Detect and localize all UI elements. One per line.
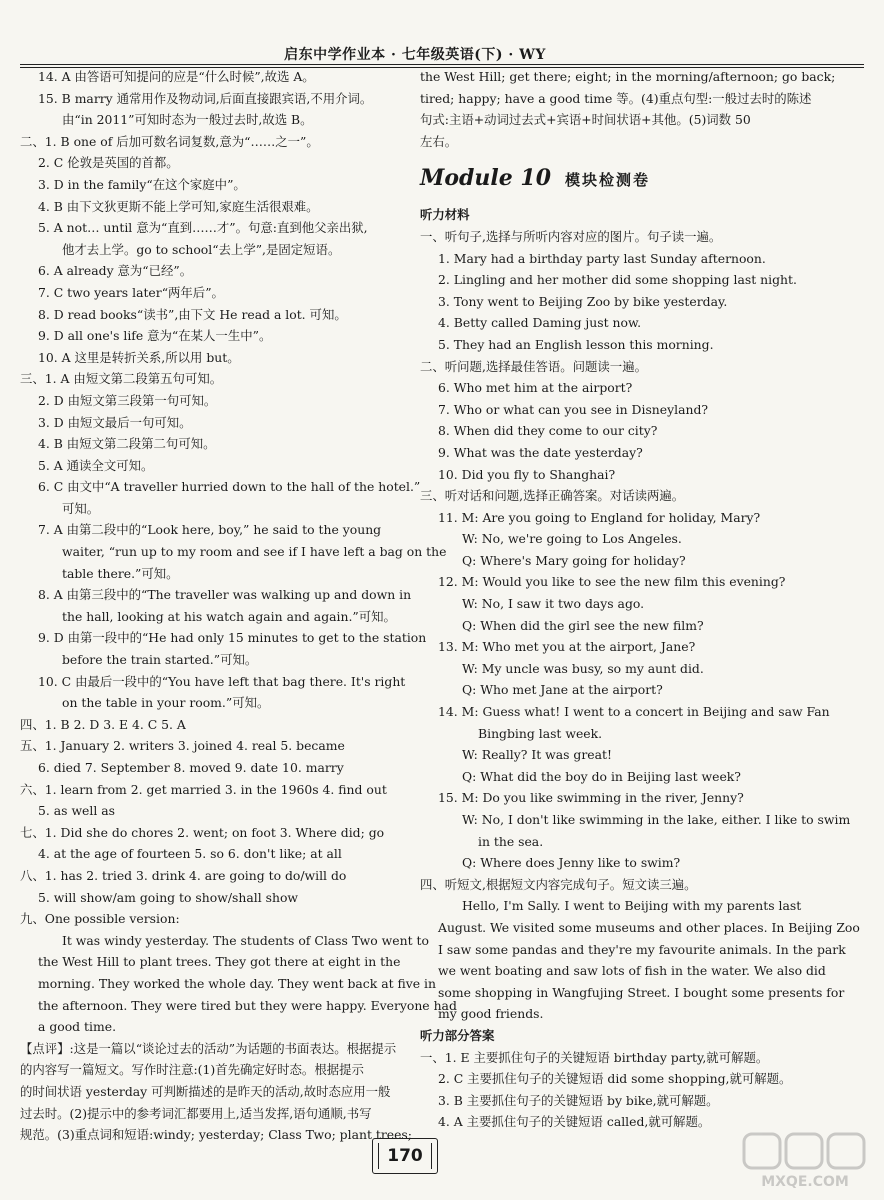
right-line: 4. A 主要抓住句子的关键短语 called,就可解题。 [438, 1114, 711, 1130]
left-line: on the table in your room.”可知。 [62, 695, 270, 711]
right-top-line: the West Hill; get there; eight; in the morning/afternoon; go back; [420, 69, 836, 84]
left-line: 过去时。(2)提示中的参考词汇都要用上,适当发挥,语句通顺,书写 [20, 1105, 372, 1121]
right-line: 12. M: Would you like to see the new film this evening? [438, 574, 786, 590]
right-line: 14. M: Guess what! I went to a concert in Beijing and saw Fan [438, 704, 830, 720]
left-line: a good time. [38, 1019, 117, 1035]
right-line: 3. B 主要抓住句子的关键短语 by bike,就可解题。 [438, 1092, 719, 1108]
watermark-logo [740, 1130, 870, 1192]
right-line: 6. Who met him at the airport? [438, 380, 633, 396]
left-line: 15. B marry 通常用作及物动词,后面直接跟宾语,不用介词。 [38, 90, 373, 106]
left-line: 4. B 由短文第二段第二句可知。 [38, 436, 216, 452]
left-line: waiter, “run up to my room and see if I have left a bag on the [62, 544, 447, 560]
left-line: 2. C 伦敦是英国的首都。 [38, 155, 179, 171]
left-line: 的内容写一篇短文。写作时注意:(1)首先确定好时态。根据提示 [20, 1062, 364, 1078]
watermark-text: MXQE.COM [761, 1174, 849, 1190]
left-line: the hall, looking at his watch again and again.”可知。 [62, 608, 396, 624]
right-line: Bingbing last week. [478, 725, 603, 741]
module-subtitle: 模块检测卷 [565, 171, 651, 190]
header-rule [20, 64, 864, 65]
left-line: 9. D 由第一段中的“He had only 15 minutes to get to the station [38, 630, 427, 646]
left-line: 由“in 2011”可知时态为一般过去时,故选 B。 [62, 112, 313, 128]
right-line: 7. Who or what can you see in Disneyland? [438, 401, 709, 417]
left-line: 九、One possible version: [20, 911, 180, 927]
left-line: 七、1. Did she do chores 2. went; on foot 3. Where did; go [20, 824, 385, 840]
left-line: 二、1. B one of 后加可数名词复数,意为“……之一”。 [20, 133, 319, 149]
left-line: 他才去上学。go to school“去上学”,是固定短语。 [62, 241, 341, 257]
right-line: W: Really? It was great! [462, 747, 612, 763]
left-line: 2. D 由短文第三段第一句可知。 [38, 392, 217, 408]
left-line: 可知。 [62, 500, 100, 516]
left-line: 的时间状语 yesterday 可判断描述的是昨天的活动,故时态应用一般 [20, 1083, 391, 1099]
left-line: 6. died 7. September 8. moved 9. date 10. marry [38, 760, 344, 775]
right-line: I saw some pandas and they're my favourite animals. In the park [438, 941, 846, 957]
left-line: 5. as well as [38, 803, 115, 819]
page-number: 170 [372, 1138, 438, 1174]
left-line: 3. D 由短文最后一句可知。 [38, 414, 192, 430]
right-line: 8. When did they come to our city? [438, 423, 658, 439]
right-line: W: No, we're going to Los Angeles. [462, 531, 682, 547]
listening-section [420, 204, 860, 1133]
right-line: we went boating and saw lots of fish in the water. We also did [438, 963, 826, 979]
module-heading [420, 152, 800, 204]
left-line: 6. A already 意为“已经”。 [38, 263, 193, 279]
left-line: 规范。(3)重点词和短语:windy; yesterday; Class Two; plant trees; [20, 1127, 412, 1143]
right-line: 一、听句子,选择与所听内容对应的图片。句子读一遍。 [420, 228, 722, 244]
right-line: 3. Tony went to Beijing Zoo by bike yesterday. [438, 293, 728, 309]
right-line: 1. Mary had a birthday party last Sunday afternoon. [438, 250, 766, 266]
left-line: 4. at the age of fourteen 5. so 6. don't like; at all [38, 846, 342, 862]
right-line: 15. M: Do you like swimming in the river, Jenny? [438, 790, 744, 806]
right-line: 听力材料 [420, 207, 470, 223]
right-line: 10. Did you fly to Shanghai? [438, 466, 616, 482]
left-line: the afternoon. They were tired but they were happy. Everyone had [38, 997, 457, 1013]
left-line: 9. D all one's life 意为“在某人一生中”。 [38, 328, 272, 344]
right-line: some shopping in Wangfujing Street. I bought some presents for [438, 984, 845, 1000]
left-line: 8. D read books“读书”,由下文 He read a lot. 可知。 [38, 306, 347, 322]
left-line: 三、1. A 由短文第二段第五句可知。 [20, 371, 223, 387]
left-line: morning. They worked the whole day. They went back at five in [38, 975, 436, 991]
left-line: 7. C two years later“两年后”。 [38, 284, 224, 300]
left-line: 八、1. has 2. tried 3. drink 4. are going to do/will do [20, 867, 347, 883]
left-line: 五、1. January 2. writers 3. joined 4. real 5. became [20, 738, 345, 754]
right-line: 2. C 主要抓住句子的关键短语 did some shopping,就可解题。 [438, 1071, 792, 1087]
left-line: 【点评】:这是一篇以“谈论过去的活动”为话题的书面表达。根据提示 [20, 1040, 397, 1056]
running-header: 启东中学作业本 · 七年级英语(下) · WY [284, 47, 546, 63]
module-title: Module 10 [420, 165, 552, 192]
right-top-line: 句式:主语+动词过去式+宾语+时间状语+其他。(5)词数 50 [420, 112, 751, 128]
right-line: Q: When did the girl see the new film? [462, 617, 704, 633]
right-line: Q: Where does Jenny like to swim? [462, 855, 681, 871]
left-line: 5. will show/am going to show/shall show [38, 889, 299, 905]
right-line: August. We visited some museums and other places. In Beijing Zoo [438, 919, 860, 935]
right-line: W: My uncle was busy, so my aunt did. [462, 660, 704, 676]
left-line: 5. A not… until 意为“直到……才”。句意:直到他父亲出狱, [38, 220, 368, 236]
left-line: 5. A 通读全文可知。 [38, 457, 154, 473]
right-line: Hello, I'm Sally. I went to Beijing with my parents last [462, 898, 802, 914]
right-line: Q: Where's Mary going for holiday? [462, 552, 686, 568]
left-line: 四、1. B 2. D 3. E 4. C 5. A [20, 716, 186, 732]
right-line: 9. What was the date yesterday? [438, 444, 643, 460]
left-line: table there.”可知。 [62, 565, 179, 581]
left-line: 4. B 由下文狄更斯不能上学可知,家庭生活很艰难。 [38, 198, 319, 214]
left-line: 10. C 由最后一段中的“You have left that bag there. It's right [38, 673, 406, 689]
right-line: in the sea. [478, 833, 544, 849]
left-line: the West Hill to plant trees. They got there at eight in the [38, 954, 401, 970]
right-line: W: No, I don't like swimming in the lake, either. I like to swim [462, 812, 851, 827]
left-line: 10. A 这里是转折关系,所以用 but。 [38, 349, 240, 365]
left-line: 7. A 由第二段中的“Look here, boy,” he said to the young [38, 522, 382, 538]
right-line: 二、听问题,选择最佳答语。问题读一遍。 [420, 358, 647, 374]
right-column [420, 66, 860, 1133]
right-line: 4. Betty called Daming just now. [438, 315, 642, 331]
left-line: before the train started.”可知。 [62, 652, 258, 668]
right-line: Q: Who met Jane at the airport? [462, 682, 663, 698]
right-line: 听力部分答案 [420, 1027, 495, 1043]
right-continuation [420, 66, 836, 152]
left-line: 6. C 由文中“A traveller hurried down to the hall of the hotel.” [38, 479, 421, 495]
right-line: 三、听对话和问题,选择正确答案。对话读两遍。 [420, 488, 685, 504]
right-line: my good friends. [438, 1006, 544, 1022]
right-top-line: 左右。 [420, 133, 458, 149]
right-line: 2. Lingling and her mother did some shopping last night. [438, 272, 797, 288]
right-line: 11. M: Are you going to England for holiday, Mary? [438, 509, 761, 525]
right-line: W: No, I saw it two days ago. [462, 596, 645, 612]
right-line: Q: What did the boy do in Beijing last week? [462, 768, 741, 784]
right-line: 一、1. E 主要抓住句子的关键短语 birthday party,就可解题。 [420, 1049, 769, 1065]
left-line: It was windy yesterday. The students of Class Two went to [62, 932, 429, 948]
right-line: 四、听短文,根据短文内容完成句子。短文读三遍。 [420, 876, 697, 892]
left-line: 3. D in the family“在这个家庭中”。 [38, 176, 246, 192]
right-line: 13. M: Who met you at the airport, Jane? [438, 639, 696, 655]
left-line: 8. A 由第三段中的“The traveller was walking up and down in [38, 587, 412, 603]
right-line: 5. They had an English lesson this morning. [438, 336, 714, 352]
right-top-line: tired; happy; have a good time 等。(4)重点句型:一般过去时的陈述 [420, 90, 812, 106]
left-line: 14. A 由答语可知提问的应是“什么时候”,故选 A。 [38, 69, 315, 84]
left-line: 六、1. learn from 2. get married 3. in the 1960s 4. find out [20, 781, 387, 797]
